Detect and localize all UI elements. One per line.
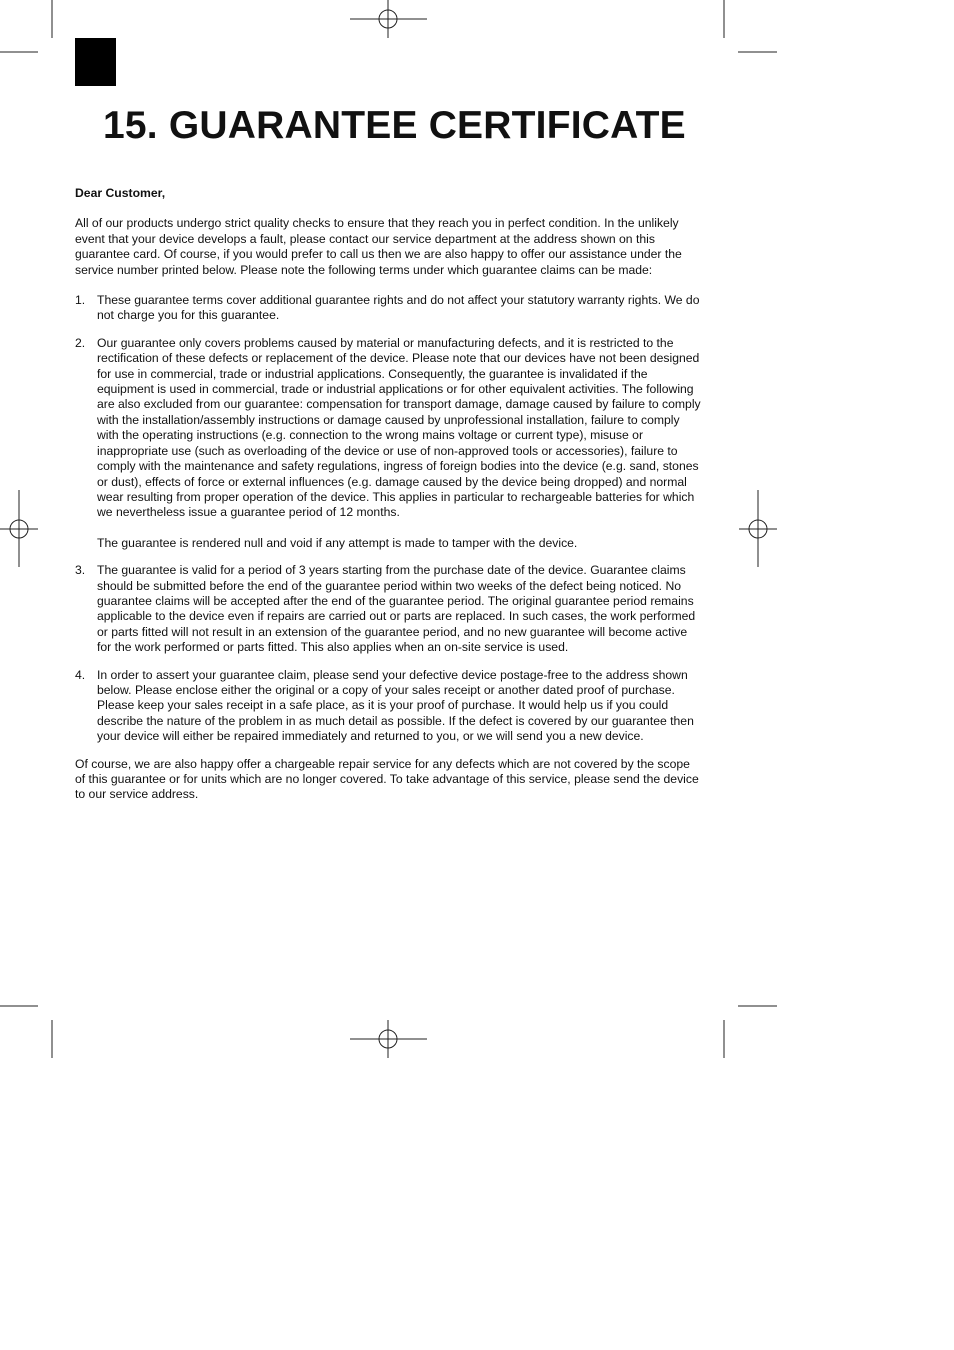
section-tab-marker (75, 38, 116, 86)
term-item (75, 293, 703, 324)
term-number: 1. (75, 293, 86, 308)
term-number: 2. (75, 335, 86, 350)
term-number: 3. (75, 563, 86, 578)
term-text: The guarantee is valid for a period of 3 years starting from the purchase date of the device. Guarantee claims should be submitted before the end of the guarantee period within two weeks of the defect being noticed. No guarantee claims will be accepted after the end of the guarantee period. The original guarantee period remains applicable to the device even if repairs are carried out or parts are replaced. In such cases, the work performed or parts fitted will not result in an extension of the guarantee period, and no new guarantee will become active for the work performed or parts fitted. This also applies when an on-site service is used. (97, 563, 696, 655)
certificate-body (75, 186, 703, 803)
registration-mark-left (0, 490, 38, 567)
term-item (75, 668, 703, 745)
term-extra-text: The guarantee is rendered null and void if any attempt is made to tamper with the device. (97, 535, 578, 550)
term-number: 4. (75, 667, 86, 682)
page-title: 15. GUARANTEE CERTIFICATE (103, 104, 686, 147)
term-item (75, 336, 703, 551)
intro-paragraph: All of our products undergo strict quality checks to ensure that they reach you in perfect condition. In the unlikely event that your device develops a fault, please contact our service department at the address shown on this guarantee card. Of course, if you would prefer to call us then we are also happy to offer our assistance under the service number printed below. Please note the following terms under which guarantee claims can be made: (75, 216, 682, 277)
registration-mark-bottom (350, 1020, 427, 1058)
registration-mark-right (739, 490, 777, 567)
greeting: Dear Customer, (75, 186, 166, 200)
term-text: In order to assert your guarantee claim, please send your defective device postage-free to the address shown below. Please enclose either the original or a copy of your sales receipt or another dated proof of purchase. Please keep your sales receipt in a safe place, as it is your proof of purchase. It would help us if you could describe the nature of the problem in as much detail as possible. If the defect is covered by our guarantee then your device will either be repaired immediately and returned to you, or we will send you a new device. (97, 667, 694, 744)
term-item (75, 563, 703, 655)
term-text: Our guarantee only covers problems caused by material or manufacturing defects, and it is restricted to the rectification of these defects or replacement of the device. Please note that our devices have not been designed for use in commercial, trade or industrial applications. Consequently, the guarantee is invalidated if the equipment is used in commercial, trade or industrial applications or for other equivalent activities. The following are also excluded from our guarantee: compensation for transport damage, damage caused by failure to comply with the installation/assembly instructions or damage caused by unprofessional installation, failure to comply with the operating instructions (e.g. connection to the wrong mains voltage or current type), misuse or inappropriate use (such as overloading of the device or use of non-approved tools or accessories), failure to comply with the maintenance and safety regulations, ingress of foreign bodies into the device (e.g. sand, stones or dust), effects of force or external influences (e.g. damage caused by the device being dropped) and normal wear resulting from proper operation of the device. This applies in particular to rechargeable batteries for which we nevertheless issue a guarantee period of 12 months. (97, 335, 701, 520)
term-text: These guarantee terms cover additional guarantee rights and do not affect your statutory warranty rights. We do not charge you for this guarantee. (97, 293, 700, 323)
terms-list (75, 293, 703, 745)
registration-mark-top (350, 0, 427, 38)
closing-paragraph: Of course, we are also happy offer a chargeable repair service for any defects which are not covered by the scope of this guarantee or for units which are no longer covered. To take advantage of this service, please send the device to our service address. (75, 756, 699, 802)
